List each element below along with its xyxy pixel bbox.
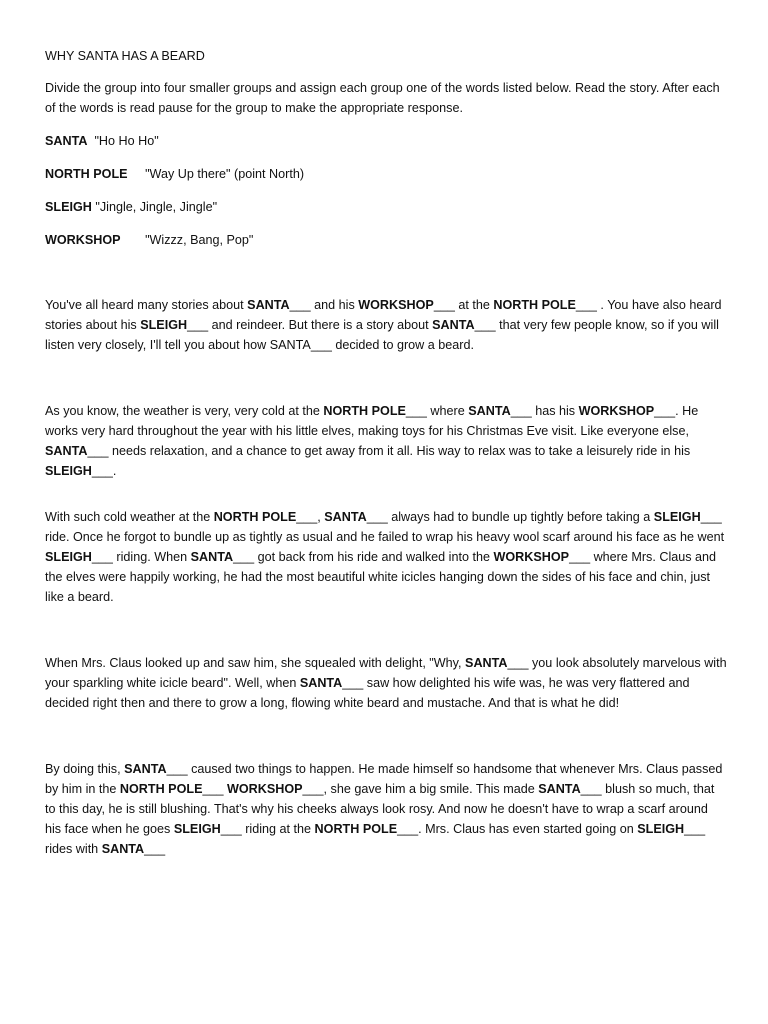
- word-response-santa: [45, 131, 727, 151]
- keyword-text: WORKSHOP: [578, 404, 655, 418]
- keyword-text: SANTA: [45, 444, 88, 458]
- keyword-text: SANTA: [101, 842, 145, 856]
- document-title: WHY SANTA HAS A BEARD: [45, 49, 205, 63]
- story-text: ___ where: [405, 404, 469, 418]
- story-text: ___ . You have also heard stories about his: [45, 298, 722, 332]
- keyword-text: SANTA: [468, 404, 511, 418]
- story-text: When Mrs. Claus looked up and saw him, she squealed with delight, "Why,: [45, 656, 466, 670]
- keyword-text: SANTA: [124, 762, 167, 776]
- keyword-text: SANTA: [299, 676, 343, 690]
- story-text: ___ rides with: [45, 822, 706, 856]
- word-response-sleigh: [45, 197, 727, 217]
- story-text: ___ where Mrs. Claus and the elves were happily working, he had the most beautiful white icicles hanging down the sides of his face and chin, just like a beard.: [45, 550, 717, 604]
- story-text: With such cold weather at the: [45, 510, 214, 524]
- keyword-text: SLEIGH: [45, 464, 92, 478]
- keyword-text: SLEIGH: [173, 822, 221, 836]
- story-text: You've all heard many stories about: [45, 298, 248, 312]
- story-text: ___ riding at the: [220, 822, 315, 836]
- keyword-text: SANTA: [465, 656, 508, 670]
- story-text: ___ always had to bundle up tightly before taking a: [366, 510, 654, 524]
- response-phrase: "Wizzz, Bang, Pop": [145, 233, 254, 247]
- keyword-text: NORTH POLE: [493, 298, 576, 312]
- story-text: ___ riding. When: [91, 550, 191, 564]
- story-text: As you know, the weather is very, very cold at the: [45, 404, 324, 418]
- keyword-text: SANTA: [190, 550, 234, 564]
- keyword-text: WORKSHOP: [226, 782, 303, 796]
- story-text: ___ and his: [289, 298, 359, 312]
- keyword-text: NORTH POLE: [119, 782, 203, 796]
- keyword-text: SANTA: [432, 318, 475, 332]
- keyword-text: SLEIGH: [653, 510, 701, 524]
- keyword-text: NORTH POLE: [314, 822, 398, 836]
- keyword-text: SLEIGH: [140, 318, 188, 332]
- story-text: ___: [202, 782, 227, 796]
- keyword-text: WORKSHOP: [358, 298, 434, 312]
- story-text: ___ you look absolutely marvelous with your sparkling white icicle beard". Well, when: [45, 656, 727, 690]
- keyword-text: SANTA: [538, 782, 581, 796]
- response-phrase: "Jingle, Jingle, Jingle": [95, 200, 218, 214]
- response-word: WORKSHOP: [45, 233, 121, 247]
- word-response-north-pole: [45, 164, 727, 184]
- word-response-workshop: [45, 230, 727, 250]
- keyword-text: SANTA: [324, 510, 367, 524]
- story-text: ___.: [91, 464, 117, 478]
- story-paragraph-5: [45, 759, 727, 859]
- story-text: ___ that very few people know, so if you will listen very closely, I'll tell you about how SANTA___ decided to grow a beard.: [45, 318, 719, 352]
- story-text: ___ caused two things to happen. He made himself so handsome that whenever Mrs. Claus passed by him in the: [45, 762, 723, 796]
- story-paragraph-1: [45, 295, 727, 355]
- story-text: ___ and reindeer. But there is a story about: [187, 318, 433, 332]
- story-text: ___, she gave him a big smile. This made: [302, 782, 539, 796]
- story-paragraph-2: [45, 401, 727, 481]
- keyword-text: NORTH POLE: [213, 510, 297, 524]
- story-text: ___. He works very hard throughout the year with his little elves, making toys for his Christmas Eve visit. Like everyone else,: [45, 404, 699, 438]
- keyword-text: NORTH POLE: [323, 404, 406, 418]
- response-word: SLEIGH: [45, 200, 92, 214]
- keyword-text: SANTA: [247, 298, 290, 312]
- story-text: ___ blush so much, that to this day, he is still blushing. That's why his cheeks always look rosy. And now he doesn't have to wrap a scarf around his face when he goes: [45, 782, 715, 836]
- story-paragraph-3: [45, 507, 727, 607]
- keyword-text: SLEIGH: [45, 550, 92, 564]
- story-text: ___ got back from his ride and walked into the: [233, 550, 494, 564]
- keyword-text: WORKSHOP: [493, 550, 570, 564]
- story-text: ___ has his: [510, 404, 579, 418]
- story-text: ___ ride. Once he forgot to bundle up as tightly as usual and he failed to wrap his heavy wool scarf around his face as he went: [45, 510, 725, 544]
- response-phrase: "Ho Ho Ho": [94, 134, 159, 148]
- instructions-paragraph: Divide the group into four smaller groups and assign each group one of the words listed below. Read the story. After each of the words is read pause for the group to make the appropriate response.: [45, 81, 720, 115]
- keyword-text: SLEIGH: [637, 822, 685, 836]
- story-text: ___. Mrs. Claus has even started going on: [397, 822, 638, 836]
- story-text: ___ needs relaxation, and a chance to get away from it all. His way to relax was to take a leisurely ride in his: [87, 444, 691, 458]
- story-text: ___,: [296, 510, 325, 524]
- story-text: ___ saw how delighted his wife was, he was very flattered and decided right then and there to grow a long, flowing white beard and mustache. And that is what he did!: [45, 676, 690, 710]
- response-phrase: "Way Up there" (point North): [145, 167, 305, 181]
- response-word: SANTA: [45, 134, 88, 148]
- response-word: NORTH POLE: [45, 167, 128, 181]
- story-text: By doing this,: [45, 762, 125, 776]
- story-text: ___ at the: [433, 298, 494, 312]
- story-text: ___: [144, 842, 166, 856]
- story-paragraph-4: [45, 653, 727, 713]
